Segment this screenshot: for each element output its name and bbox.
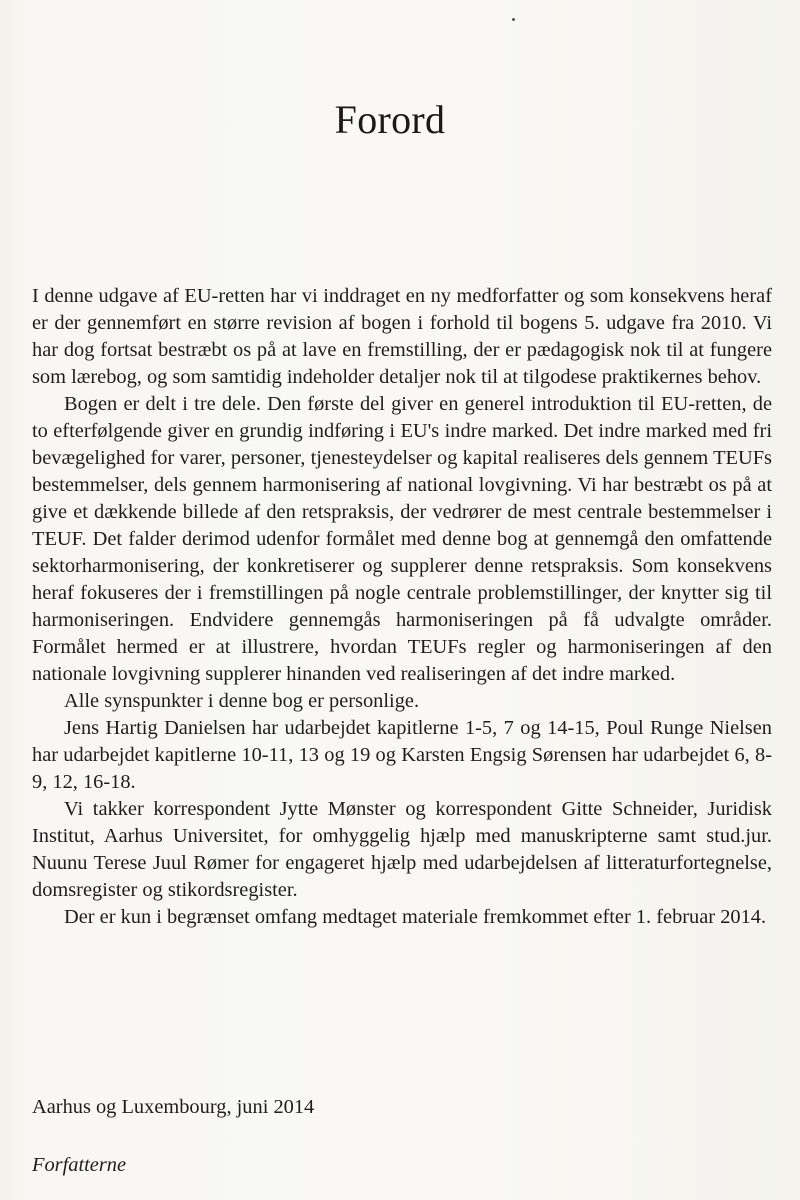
paragraph-structure: Bogen er delt i tre dele. Den første del giver en generel introduktion til EU-retten, de to efterfølgende giver en grundig indføring i EU's indre marked. Det indre marked med fri bevægelighed for varer, personer, tjenesteydelser og kapital realiseres dels gennem TEUFs bestemmelser, dels gennem harmonisering af national lovgivning. Vi har bestræbt os på at give et dækkende billede af den retspraksis, der vedrører de mest centrale bestemmelser i TEUF. Det falder derimod udenfor formålet med denne bog at gennemgå den omfattende sektorharmonisering, der konkretiserer og supplerer denne retspraksis. Som konsekvens heraf fokuseres der i fremstillingen på nogle centrale problemstillinger, der knytter sig til harmoniseringen. Endvidere gennemgås harmoniseringen på få udvalgte områder. Formålet hermed er at illustrere, hvordan TEUFs regler og harmoniseringen af den nationale lovgivning supplerer hinanden ved realiseringen af det indre marked. [32, 393, 772, 685]
paragraph-disclaimer: Alle synspunkter i denne bog er personlige. [64, 690, 420, 712]
foreword-body [32, 283, 772, 931]
page-title: Forord [334, 97, 446, 142]
paragraph-authorship: Jens Hartig Danielsen har udarbejdet kapitlerne 1-5, 7 og 14-15, Poul Runge Nielsen har udarbejdet kapitlerne 10-11, 13 og 19 og Karsten Engsig Sørensen har udarbejdet 6, 8-9, 12, 16-18. [32, 717, 772, 793]
print-speck [512, 18, 515, 21]
paragraph-acknowledgements: Vi takker korrespondent Jytte Mønster og korrespondent Gitte Schneider, Juridisk Institut, Aarhus Universitet, for omhyggelig hjælp med manuskripterne samt stud.jur. Nuunu Terese Juul Rømer for engageret hjælp med udarbejdelsen af litteraturfortegnelse, domsregister og stikordsregister. [32, 798, 772, 901]
authors-signature: Forfatterne [32, 1154, 127, 1176]
paragraph-intro: I denne udgave af EU-retten har vi inddraget en ny medforfatter og som konsekvens heraf er der gennemført en større revision af bogen i forhold til bogens 5. udgave fra 2010. Vi har dog fortsat bestræbt os på at lave en fremstilling, der er pædagogisk nok til at fungere som lærebog, og som samtidig indeholder detaljer nok til at tilgodese praktikernes behov. [32, 285, 772, 388]
place-date-signoff: Aarhus og Luxembourg, juni 2014 [32, 1096, 315, 1118]
paragraph-cutoff-date: Der er kun i begrænset omfang medtaget materiale fremkommet efter 1. februar 2014. [64, 906, 767, 928]
